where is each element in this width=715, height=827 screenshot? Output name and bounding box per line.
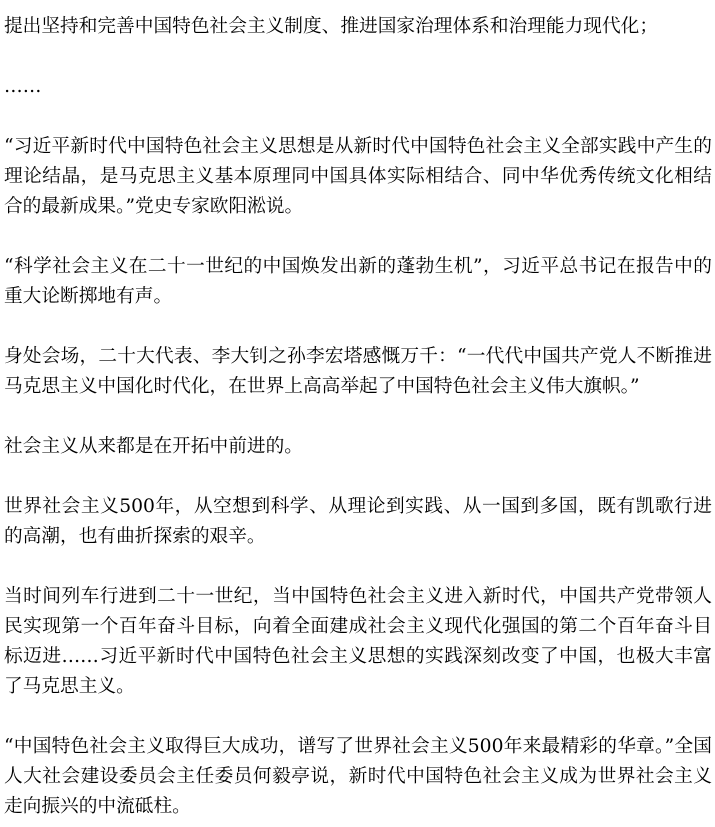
paragraph-3: “科学社会主义在二十一世纪的中国焕发出新的蓬勃生机”，习近平总书记在报告中的重大论断掷地有声。 — [4, 256, 712, 307]
paragraph-7: 当时间列车行进到二十一世纪，当中国特色社会主义进入新时代，中国共产党带领人民实现第一个百年奋斗目标，向着全面建成社会主义现代化强国的第二个百年奋斗目标迈进……习近平新时代中国特色社会主义思想的实践深刻改变了中国，也极大丰富了马克思主义。 — [4, 586, 712, 697]
paragraph-8: “中国特色社会主义取得巨大成功，谱写了世界社会主义500年来最精彩的华章。”全国人大社会建设委员会主任委员何毅亭说，新时代中国特色社会主义成为世界社会主义走向振兴的中流砥柱。 — [4, 736, 712, 817]
paragraph-5: 社会主义从来都是在开拓中前进的。 — [4, 436, 303, 457]
paragraph-ellipsis: …… — [4, 76, 42, 97]
paragraph-4: 身处会场，二十大代表、李大钊之孙李宏塔感慨万千：“一代代中国共产党人不断推进马克思主义中国化时代化，在世界上高高举起了中国特色社会主义伟大旗帜。” — [4, 346, 712, 397]
paragraph-6: 世界社会主义500年，从空想到科学、从理论到实践、从一国到多国，既有凯歌行进的高潮，也有曲折探索的艰辛。 — [4, 496, 712, 547]
paragraph-2: “习近平新时代中国特色社会主义思想是从新时代中国特色社会主义全部实践中产生的理论结晶，是马克思主义基本原理同中国具体实际相结合、同中华优秀传统文化相结合的最新成果。”党史专家欧阳淞说。 — [4, 136, 712, 217]
paragraph-1: 提出坚持和完善中国特色社会主义制度、推进国家治理体系和治理能力现代化； — [4, 16, 659, 37]
